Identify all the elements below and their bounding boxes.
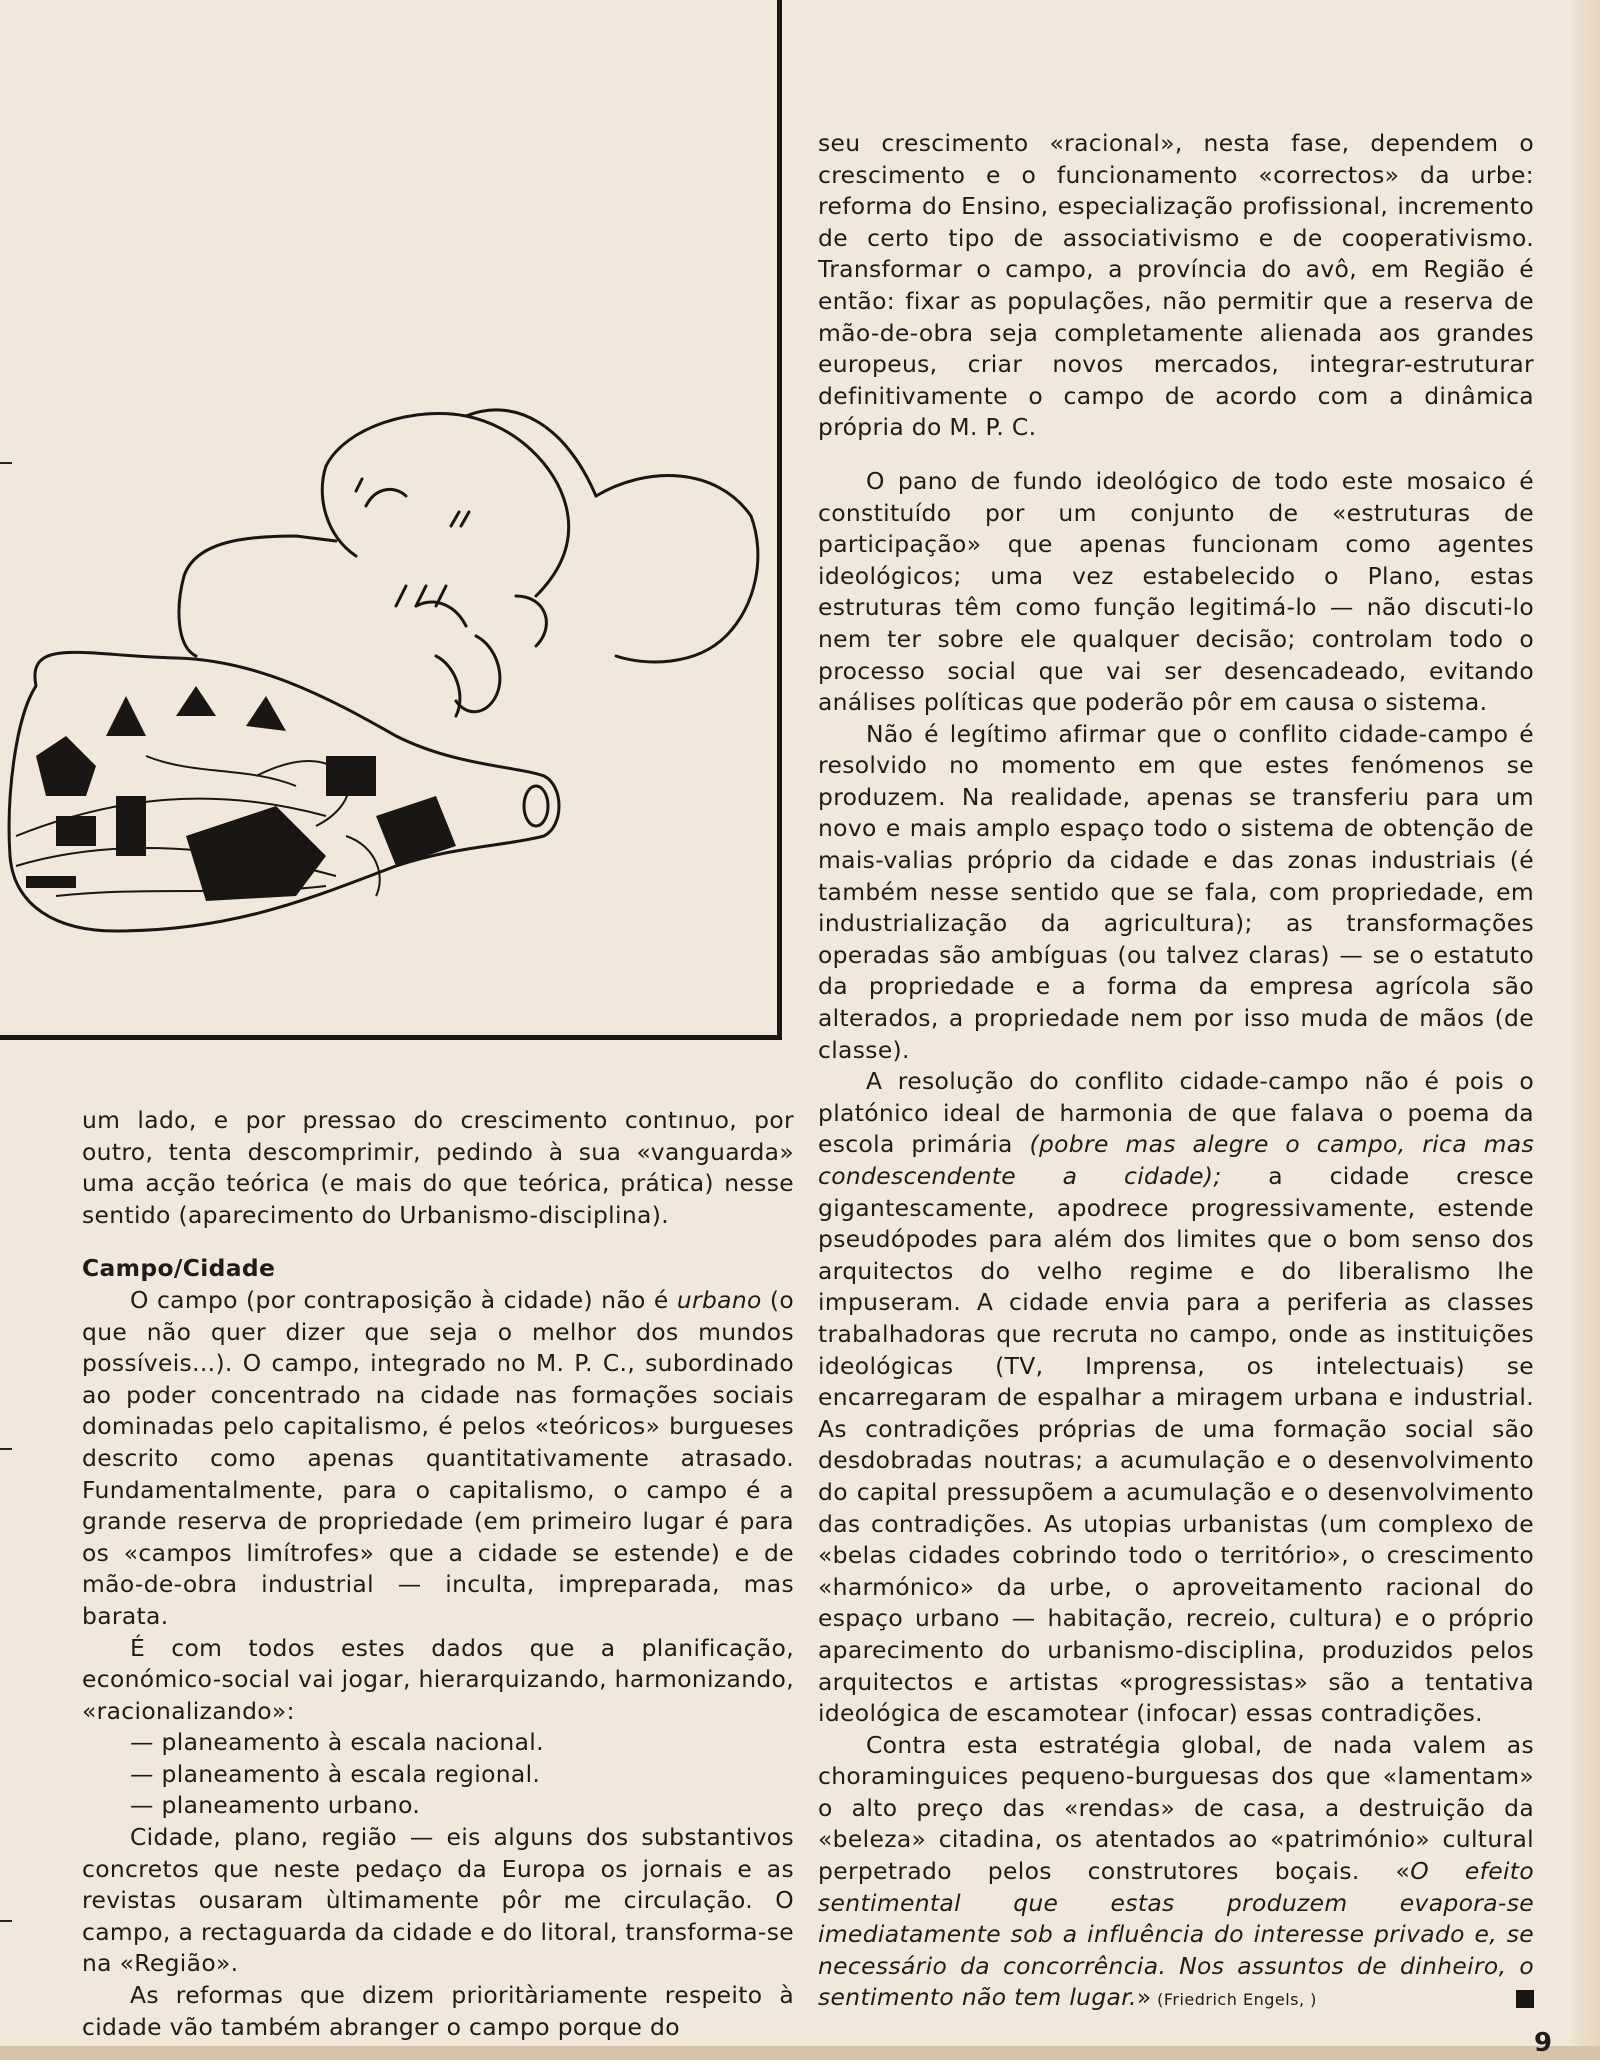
scan-bottom-edge (0, 2046, 1600, 2060)
paragraph: Não é legítimo afirmar que o conflito cidade-campo é resolvido no momento em que estes fenómenos se produzem. Na realidade, apenas se transferiu para um novo e mais amplo espaço todo o sistema de obtenção de mais-valias próprio da cidade e das zonas industriais (é também nesse sentido que se fala, com propriedade, em industrialização da agricultura); as transformações operadas são ambíguas (ou talvez claras) — se o estatuto da propriedade e a forma da empresa agrícola são alterados, a propriedade nem por isso muda de mãos (de classe). (818, 719, 1534, 1064)
paragraph-text: A resolução do conflito cidade-campo não é pois o platónico ideal de harmonia de que falava o poema da escola primária (818, 1067, 1534, 1159)
emphasis: urbano (676, 1285, 762, 1314)
illustration-frame (0, 0, 782, 1040)
paragraph (82, 1285, 794, 1633)
end-mark-icon (1516, 1990, 1534, 2008)
quote-source: (Friedrich Engels, ) (1151, 1990, 1317, 2010)
list-item: — planeamento urbano. (130, 1791, 421, 1820)
paragraph-text: a cidade cresce gigantescamente, apodrece progressivamente, estende pseudópodes para além dos limites que o bom senso dos arquitectos do velho regime e do liberalismo lhe impuseram. A cidade envia para a periferia as classes trabalhadoras que recruta no campo, onde as instituições ideológicas (TV, Imprensa, os intelectuais) se encarregaram de espalhar a miragem urbana e industrial. As contradições próprias de uma formação social são desdobradas noutras; a acumulação e o desenvolvimento do capital pressupõem a acumulação e o desenvolvimento das contradições. As utopias urbanistas (um complexo de «belas cidades cobrindo todo o território», o crescimento «harmónico» da urbe, o aproveitamento racional do espaço urbano — habitação, recreio, cultura) e o próprio aparecimento do urbanismo-disciplina, produzidos pelos arquitectos e artistas «progressistas» são a tentativa ideológica de escamotear (infocar) essas contradições. (818, 1162, 1534, 1728)
paragraph-text: Contra esta estratégia global, de nada valem as choraminguices pequeno-burguesas dos que «lamentam» o alto preço das «rendas» de casa, a destruição da «beleza» citadina, os atentados ao «património» cultural perpetrado pelos construtores boçais. « (818, 1730, 1534, 1886)
list-item: — planeamento à escala regional. (130, 1759, 541, 1788)
paragraph: O pano de fundo ideológico de todo este mosaico é constituído por um conjunto de «estruturas de participação» que apenas funcionam como agentes ideológicos; uma vez estabelecido o Plano, estas estruturas têm como função legitimá-lo — não discuti-lo nem ter sobre ele qualquer decisão; controlam todo o processo social que vai ser desencadeado, evitando análises políticas que poderão pôr em causa o sistema. (818, 466, 1534, 717)
engels-quote: O efeito sentimental que estas produzem evapora-se imediatamente sob a influência do interesse privado e, se necessário da concorrência. Nos assuntos de dinheiro, o sentimento não tem lugar. (818, 1857, 1534, 2012)
paragraph: As reformas que dizem prioritàriamente respeito à cidade vão também abranger o campo porque do (82, 1981, 794, 2041)
quote-close: » (1136, 1983, 1152, 2012)
page-number: 9 (1534, 2028, 1553, 2058)
paragraph: Cidade, plano, região — eis alguns dos substantivos concretos que neste pedaço da Europa os jornais e as revistas ousaram ùltimamente pôr me circulação. O campo, a rectaguarda da cidade e do litoral, transforma-se na «Região». (82, 1823, 794, 1978)
left-text-column (82, 1105, 794, 2043)
section-heading: Campo/Cidade (82, 1254, 276, 1283)
emphasis: (pobre mas alegre o campo, rica mas condescendente a cidade); (818, 1130, 1534, 1190)
paragraph (818, 1066, 1534, 1729)
paragraph-text: (o que não quer dizer que seja o melhor dos mundos possíveis...). O campo, integrado no M. P. C., subordinado ao poder concentrado na cidade nas formações sociais dominadas pelo capitalismo, é pelos «teóricos» burgueses descrito como apenas quantitativamente atrasado. Fundamentalmente, para o capitalismo, o campo é a grande reserva de propriedade (em primeiro lugar é para os «campos limítrofes» que a cidade se estende) e de mão-de-obra industrial — inculta, impreparada, mas barata. (82, 1285, 795, 1630)
paragraph: um lado, e por pressao do crescimento contınuo, por outro, tenta descomprimir, pedindo à sua «vanguarda» uma acção teórica (e mais do que teórica, prática) nesse sentido (aparecimento do Urbanismo-disciplina). (82, 1106, 794, 1229)
right-text-column (818, 128, 1534, 2016)
paragraph-text: O campo (por contraposição à cidade) não é (130, 1285, 677, 1314)
paragraph: seu crescimento «racional», nesta fase, dependem o crescimento e o funcionamento «correctos» da urbe: reforma do Ensino, especialização profissional, incremento de certo tipo de associativismo e de cooperativismo. Transformar o campo, a província do avô, em Região é então: fixar as populações, não permitir que a reserva de mão-de-obra seja completamente alienada aos grandes europeus, criar novos mercados, integrar-estruturar definitivamente o campo de acordo com a dinâmica própria do M. P. C. (818, 129, 1534, 442)
paragraph (818, 1730, 1534, 2016)
hand-bottle-city-illustration (0, 0, 782, 1040)
margin-mark (0, 1448, 12, 1450)
paragraph: É com todos estes dados que a planificação, económico-social vai jogar, hierarquizando, harmonizando, «racionalizando»: (82, 1633, 795, 1725)
list-item: — planeamento à escala nacional. (130, 1728, 544, 1757)
page-edge (1572, 0, 1600, 2060)
margin-mark (0, 1920, 12, 1922)
